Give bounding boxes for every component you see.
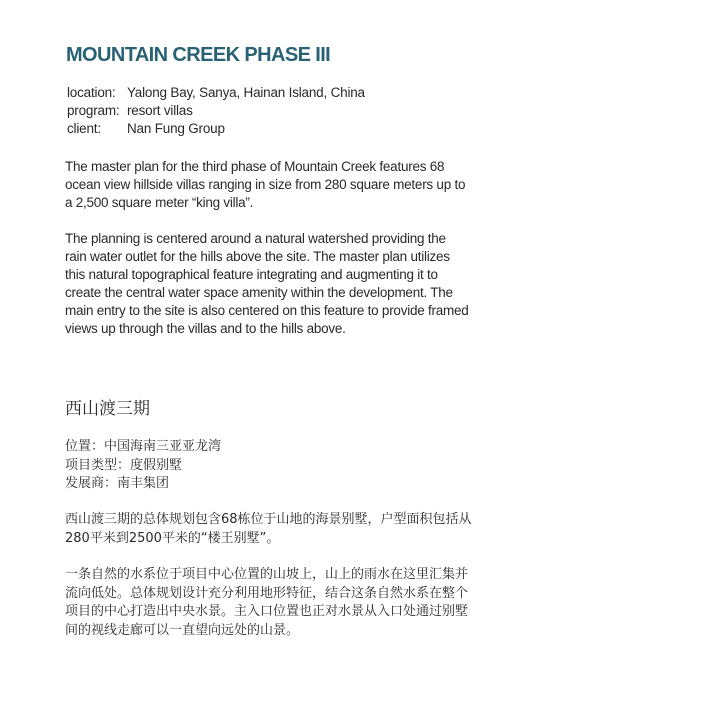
chinese-meta-developer: 发展商：南丰集团: [65, 476, 170, 491]
project-title: MOUNTAIN CREEK PHASE III: [66, 44, 331, 66]
description-paragraph: The planning is centered around a natural watershed providing the rain water outlet for the hills above the site. The master plan utilizes this natural topographical feature integrating and augmenting it to create the central water space amenity within the development. The main entry to the site is also centered on this feature to provide framed views up through the villas and to the hills above.: [65, 231, 469, 336]
meta-location-value: Yalong Bay, Sanya, Hainan Island, China: [127, 85, 365, 100]
meta-client-value: Nan Fung Group: [127, 121, 225, 136]
meta-program-row: [67, 102, 365, 120]
meta-client-row: [67, 120, 365, 138]
chinese-paragraph: 西山渡三期的总体规划包含68栋位于山地的海景别墅，户型面积包括从280平米到2500平米的“楼王别墅”。: [65, 512, 472, 546]
meta-location-row: [67, 84, 365, 102]
chinese-meta: [65, 438, 221, 494]
chinese-title: 西山渡三期: [65, 399, 150, 419]
meta-program-value: resort villas: [127, 103, 193, 118]
chinese-meta-location: 位置：中国海南三亚亚龙湾: [65, 439, 222, 454]
meta-program-label: program:: [67, 103, 120, 118]
meta-location-label: location:: [67, 85, 116, 100]
meta-client-label: client:: [67, 121, 101, 136]
project-meta: [67, 84, 365, 138]
chinese-paragraph: 一条自然的水系位于项目中心位置的山坡上，山上的雨水在这里汇集并流向低处。总体规划设计充分利用地形特征，结合这条自然水系在整个项目的中心打造出中央水景。主入口位置也正对水景从入口处通过别墅间的视线走廊可以一直望向远处的山景。: [65, 567, 469, 638]
chinese-meta-type: 项目类型：度假别墅: [65, 457, 183, 473]
description-paragraph: The master plan for the third phase of Mountain Creek features 68 ocean view hillside villas ranging in size from 280 square meters up to a 2,500 square meter “king villa”.: [65, 159, 466, 210]
